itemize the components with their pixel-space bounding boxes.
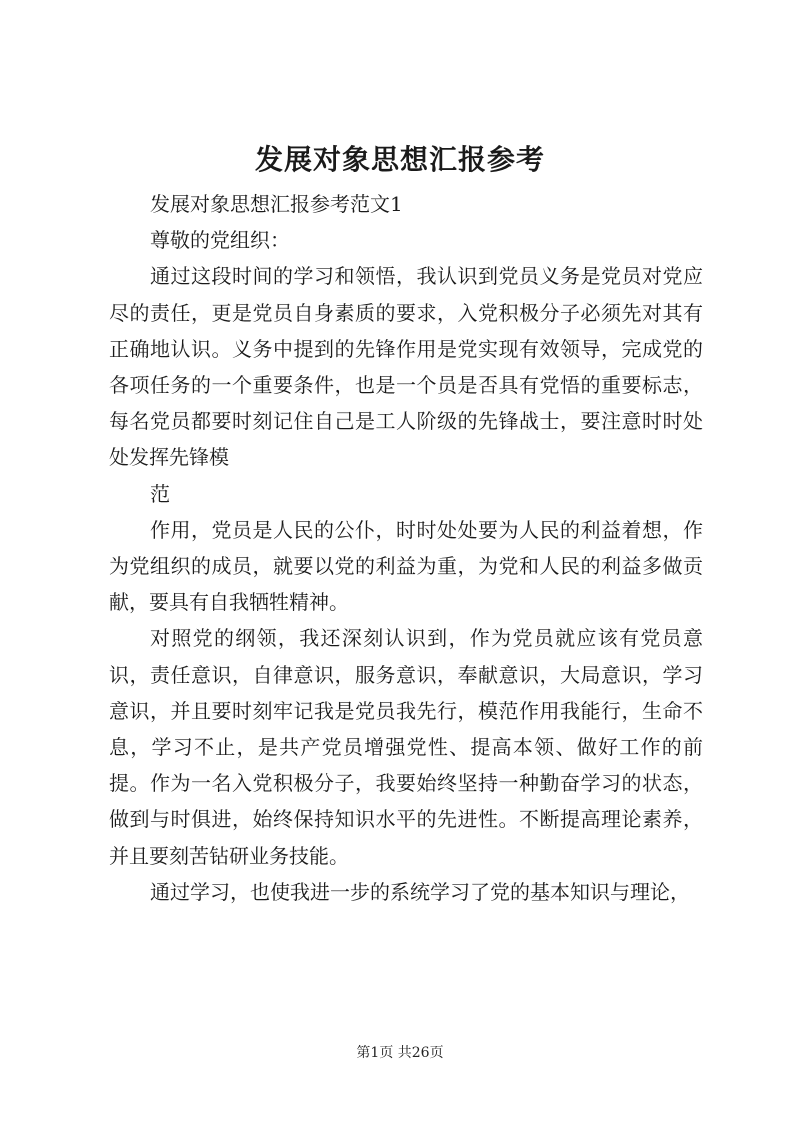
document-body	[109, 186, 703, 910]
document-title: 发展对象思想汇报参考	[254, 143, 545, 176]
paragraph-body: 通过学习，也使我进一步的系统学习了党的基本知识与理论，	[150, 879, 690, 904]
paragraph-body: 对照党的纲领，我还深刻认识到，作为党员就应该有党员意识，责任意识，自律意识，服务意识，奉献意识，大局意识，学习意识，并且要时刻牢记我是党员我先行，模范作用我能行，生命不息，学习不止，是共产党员增强党性、提高本领、做好工作的前提。作为一名入党积极分子，我要始终坚持一种勤奋学习的状态，做到与时俱进，始终保持知识水平的先进性。不断提高理论素养，并且要刻苦钻研业务技能。	[109, 626, 703, 868]
page-footer: 第1页 共26页	[356, 1045, 444, 1061]
paragraph-salutation: 尊敬的党组织：	[150, 228, 290, 253]
paragraph-body: 通过这段时间的学习和领悟，我认识到党员义务是党员对党应尽的责任，更是党员自身素质的要求，入党积极分子必须先对其有正确地认识。义务中提到的先锋作用是党实现有效领导，完成党的各项任务的一个重要条件，也是一个员是否具有党悟的重要标志，每名党员都要时刻记住自己是工人阶级的先锋战士，要注意时时处处发挥先锋模	[109, 264, 703, 470]
paragraph-subtitle: 发展对象思想汇报参考范文1	[150, 192, 403, 216]
paragraph-body: 范	[150, 481, 170, 506]
paragraph-body: 作用，党员是人民的公仆，时时处处要为人民的利益着想，作为党组织的成员，就要以党的利益为重，为党和人民的利益多做贡献，要具有自我牺牲精神。	[109, 517, 703, 615]
